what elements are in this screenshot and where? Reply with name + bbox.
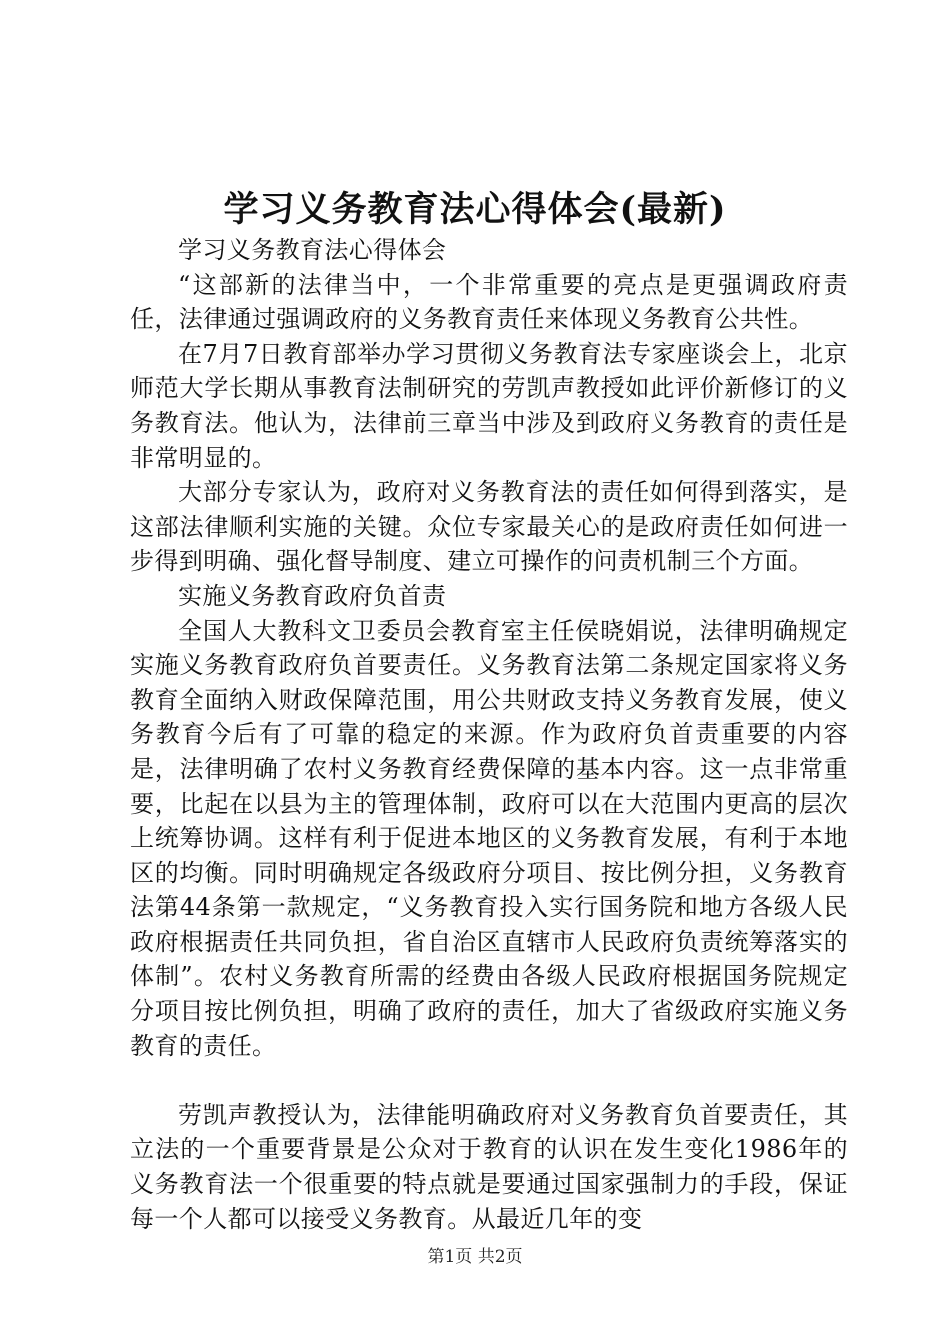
page-footer: 第1页 共2页	[427, 1247, 523, 1267]
paragraph-subtitle: 学习义务教育法心得体会	[178, 236, 447, 264]
section-heading: 实施义务教育政府负首责	[178, 581, 447, 610]
paragraph-experts: 大部分专家认为，政府对义务教育法的责任如何得到落实，是这部法律顺利实施的关键。众位专家最关心的是政府责任如何进一步得到明确、强化督导制度、建立可操作的问责机制三个方面。	[130, 478, 848, 576]
paragraph-legislation-background: 劳凯声教授认为，法律能明确政府对义务教育负首要责任，其立法的一个重要背景是公众对于教育的认识在发生变化1986年的义务教育法一个很重要的特点就是要通过国家强制力的手段，保证每一个人都可以接受义务教育。从最近几年的变	[130, 1100, 848, 1233]
document-title: 学习义务教育法心得体会(最新)	[223, 189, 727, 230]
paragraph-government-responsibility: 全国人大教科文卫委员会教育室主任侯晓娟说，法律明确规定实施义务教育政府负首要责任。义务教育法第二条规定国家将义务教育全面纳入财政保障范围，用公共财政支持义务教育发展，使义务教育今后有了可靠的稳定的来源。作为政府负首责重要的内容是，法律明确了农村义务教育经费保障的基本内容。这一点非常重要，比起在以县为主的管理体制，政府可以在大范围内更高的层次上统筹协调。这样有利于促进本地区的义务教育发展，有利于本地区的均衡。同时明确规定各级政府分项目、按比例分担，义务教育法第44条第一款规定，“义务教育投入实行国务院和地方各级人民政府根据责任共同负担，省自治区直辖市人民政府负责统筹落实的体制”。农村义务教育所需的经费由各级人民政府根据国务院规定分项目按比例负担，明确了政府的责任，加大了省级政府实施义务教育的责任。	[130, 616, 848, 1060]
paragraph-seminar: 在7月7日教育部举办学习贯彻义务教育法专家座谈会上，北京师范大学长期从事教育法制研究的劳凯声教授如此评价新修订的义务教育法。他认为，法律前三章当中涉及到政府义务教育的责任是非常明显的。	[130, 339, 848, 472]
document-body	[130, 233, 848, 1236]
paragraph-quote: “这部新的法律当中，一个非常重要的亮点是更强调政府责任，法律通过强调政府的义务教育责任来体现义务教育公共性。	[130, 270, 848, 334]
